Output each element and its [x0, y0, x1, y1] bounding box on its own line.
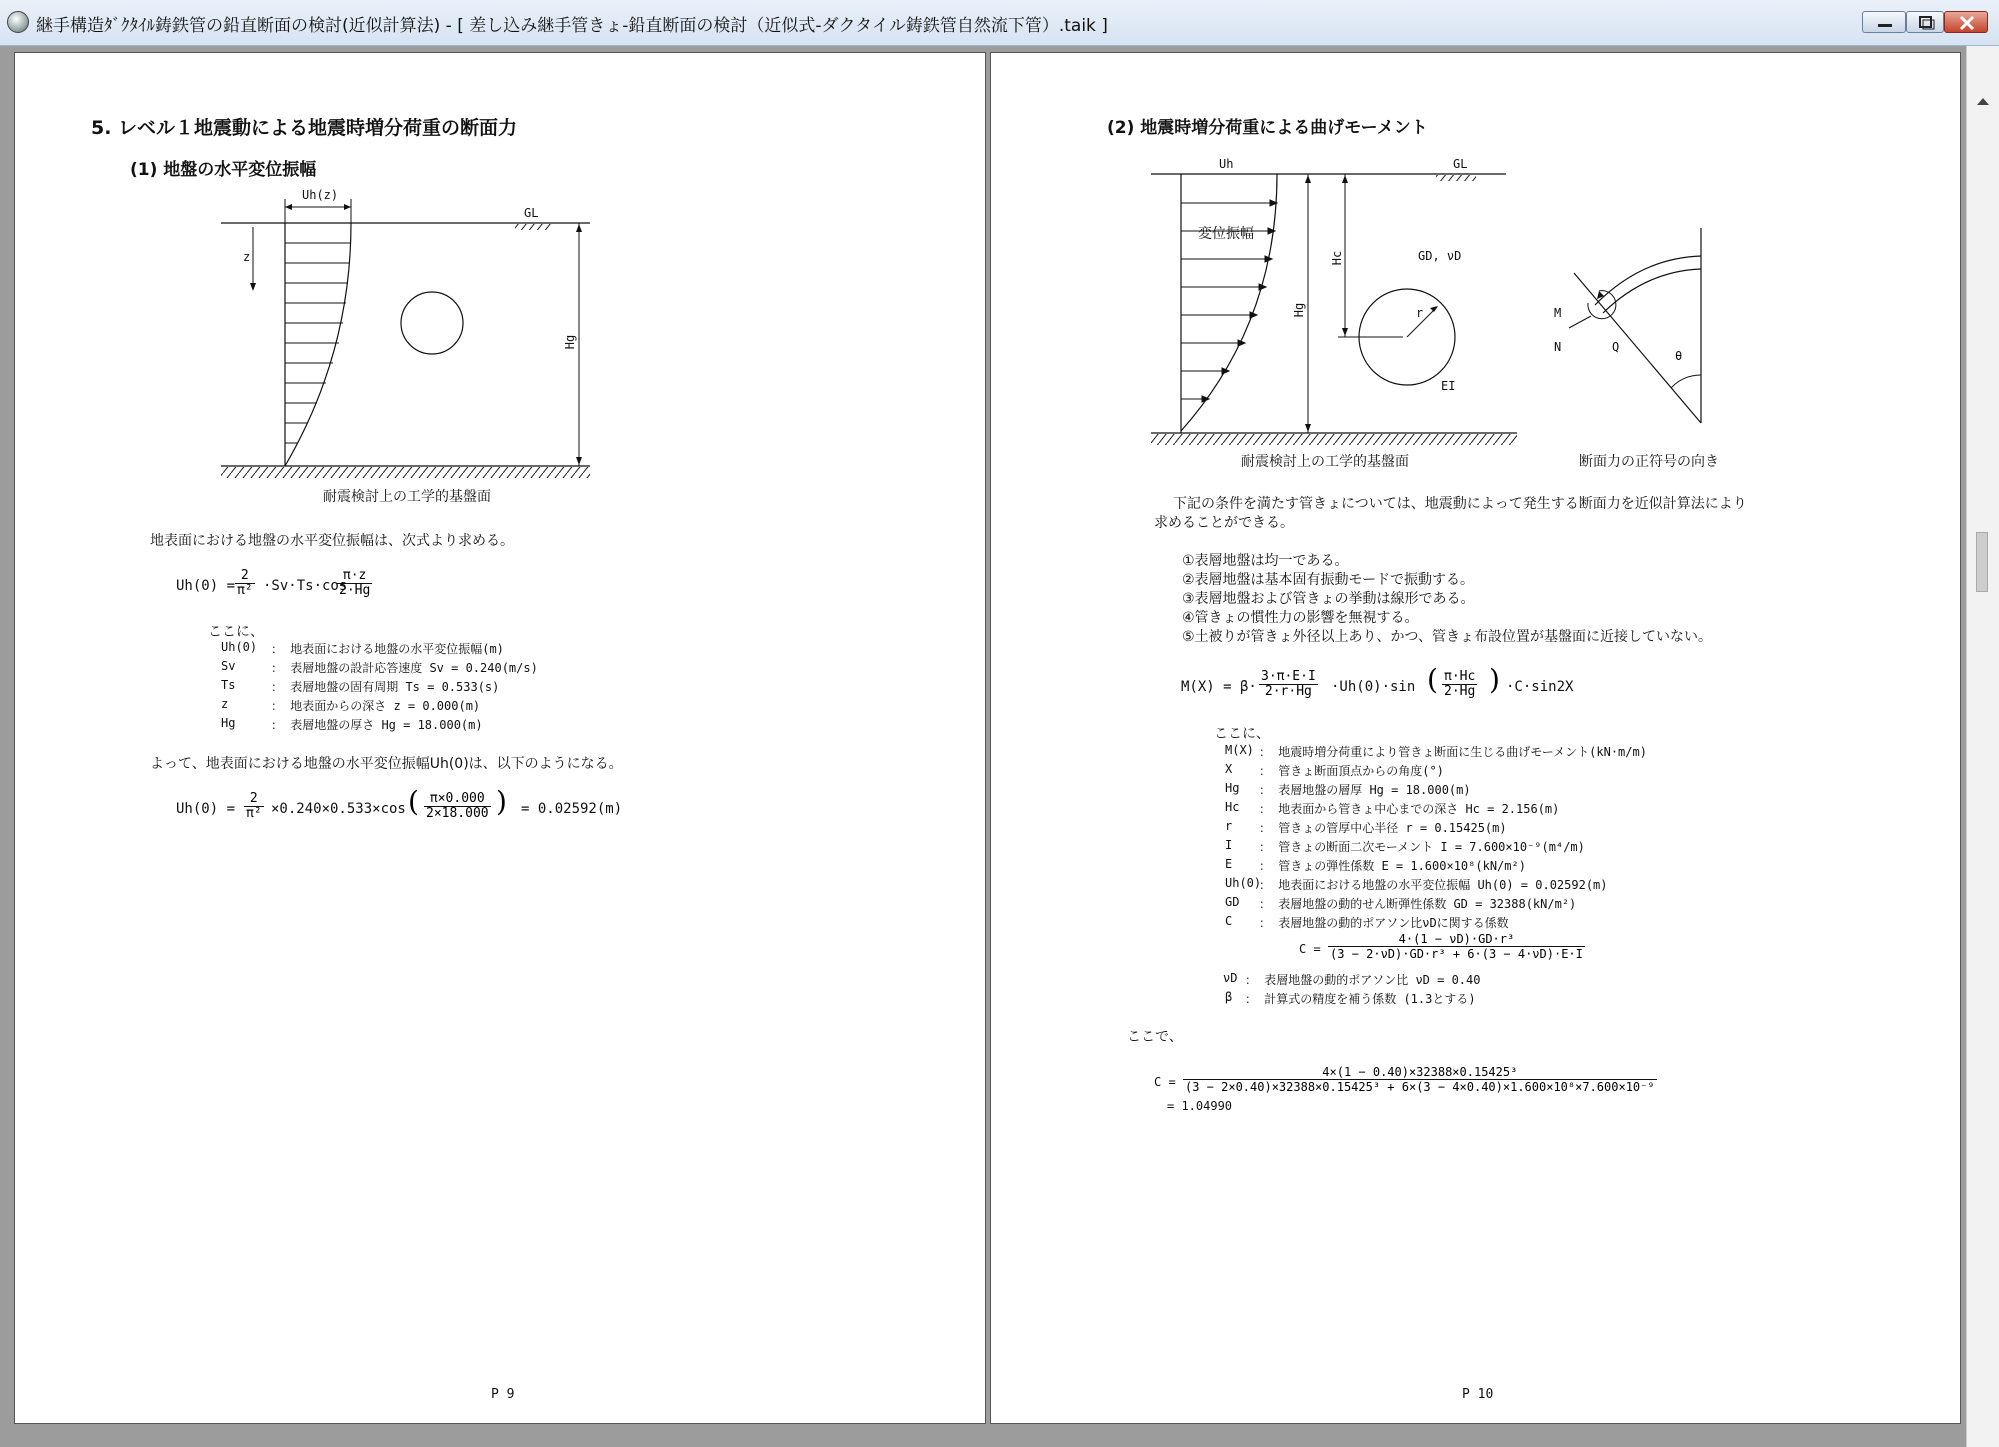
var-sym: Hc: [1225, 800, 1240, 814]
page-10: [990, 52, 1961, 1424]
condition-item: ③表層地盤および管きょの挙動は線形である。: [1182, 591, 1475, 607]
var-desc: ： 地表面から管きょ中心までの深さ Hc = 2.156(m): [1259, 802, 1560, 816]
var-desc: ： 管きょの管厚中心半径 r = 0.15425(m): [1259, 821, 1507, 835]
hg-label: Hg: [563, 334, 578, 350]
close-icon: [1945, 12, 1989, 34]
m-label: M: [1554, 306, 1562, 320]
var-desc: ： 地震時増分荷重により管きょ断面に生じる曲げモーメント(kN·m/m): [1259, 745, 1647, 759]
formula-m-lhs: M(X) = β·: [1181, 679, 1257, 695]
scroll-thumb[interactable]: [1976, 532, 1988, 592]
formula-c2-frac: 4×(1 − 0.40)×32388×0.15425³ (3 − 2×0.40)×32388×0.15425³ + 6×(3 − 4×0.40)×1.600×10⁸×7.600×10⁻⁹: [1185, 1065, 1655, 1094]
var-sym: Sv: [221, 659, 236, 673]
var-sym: I: [1225, 838, 1233, 852]
condition-item: ①表層地盤は均一である。: [1182, 553, 1349, 569]
condition-item: ②表層地盤は基本固有振動モードで振動する。: [1182, 572, 1474, 588]
maximize-button[interactable]: [1906, 11, 1944, 33]
formula-m-tail: ·C·sin2X: [1506, 679, 1574, 695]
n-label: N: [1554, 340, 1562, 354]
formula1-lhs: Uh(0) =: [176, 578, 236, 594]
displacement-figure: [15, 53, 986, 553]
paren-open: (: [1427, 663, 1438, 696]
var-sym: C: [1225, 914, 1233, 928]
formula-c-lhs: C =: [1299, 942, 1321, 956]
var-sym: r: [1225, 819, 1233, 833]
gl-label: GL: [1453, 157, 1468, 171]
var-desc: ： 管きょの断面二次モーメント I = 7.600×10⁻⁹(m⁴/m): [1259, 840, 1585, 854]
vertical-scrollbar[interactable]: [1966, 46, 1999, 1447]
var-sym: Hg: [221, 716, 236, 730]
where-label: ここに、: [1214, 726, 1270, 742]
therefore-text: よって、地表面における地盤の水平変位振幅Uh(0)は、以下のようになる。: [150, 756, 623, 772]
where-label: ここに、: [208, 624, 264, 640]
z-label: z: [243, 250, 251, 264]
formula1-frac2: $\frac{\pi\cdot z}{2\cdot Hg}$: [339, 568, 371, 598]
var-sym: X: [1225, 762, 1233, 776]
ei-label: EI: [1441, 379, 1456, 393]
var-desc: ： 地表面における地盤の水平変位振幅(m): [271, 642, 504, 656]
displacement-curve: [285, 223, 351, 466]
formula-m-frac2: $\frac{\pi\cdot Hc}{2\cdot Hg}$: [1444, 669, 1476, 699]
condition-item: ④管きょの慣性力の影響を無視する。: [1182, 610, 1419, 626]
formula2-result: = 0.02592(m): [521, 801, 623, 817]
paren-close: ): [1489, 663, 1500, 696]
var-sym: E: [1225, 857, 1233, 871]
uh-label: Uh: [1219, 157, 1234, 171]
formula1-frac1: $\frac{2}{\text{π²}}$: [237, 568, 253, 598]
page-number: P 10: [1462, 1387, 1494, 1402]
subsection-title: (1) 地盤の水平変位振幅: [130, 160, 317, 180]
disp-label: 変位振幅: [1198, 226, 1254, 242]
displacement-arrows: [285, 243, 350, 443]
displacement-curve: [1181, 174, 1277, 431]
formula-m-mid: ·Uh(0)·sin: [1331, 679, 1416, 695]
base-hatch: [221, 467, 590, 478]
title-bar: [0, 0, 1999, 46]
gl-label: GL: [524, 206, 539, 220]
var-sym: GD: [1225, 895, 1240, 909]
var-desc: ： 表層地盤の厚さ Hg = 18.000(m): [271, 718, 483, 732]
var-desc: ： 地表面からの深さ z = 0.000(m): [271, 699, 481, 713]
hg-label: Hg: [1292, 302, 1307, 318]
figure-caption: 耐震検討上の工学的基盤面: [323, 489, 491, 505]
formula2-mid: ×0.240×0.533×cos: [271, 801, 406, 817]
var-desc: ： 表層地盤の動的ポアソン比 νD = 0.40: [1245, 973, 1481, 987]
bending-figure: [991, 53, 1961, 473]
minimize-icon: [1863, 12, 1907, 34]
paren-open: (: [408, 785, 419, 818]
subsection-title: (2) 地震時増分荷重による曲げモーメント: [1107, 118, 1428, 138]
intro-text: 地表面における地盤の水平変位振幅は、次式より求める。: [150, 533, 514, 549]
theta-arc: [1671, 375, 1701, 388]
paren-close: ): [496, 785, 507, 818]
formula2-lhs: Uh(0) =: [176, 801, 236, 817]
var-sym: Uh(0): [1225, 876, 1262, 890]
restore-icon: [1907, 12, 1945, 34]
var-desc: ： 表層地盤の動的せん断弾性係数 GD = 32388(kN/m²): [1259, 897, 1577, 911]
var-sym: Uh(0): [221, 640, 258, 654]
hc-label: Hc: [1330, 250, 1345, 266]
var-desc: ： 表層地盤の層厚 Hg = 18.000(m): [1259, 783, 1471, 797]
formula2-frac2: $\frac{\pi\times 0.000}{2\times 18.000}$: [426, 791, 489, 821]
formula-c2-result: = 1.04990: [1167, 1099, 1233, 1113]
var-desc: ： 計算式の精度を補う係数 (1.3とする): [1245, 992, 1476, 1006]
var-desc: ： 表層地盤の動的ポアソン比νDに関する係数: [1259, 916, 1509, 930]
var-sym: M(X): [1225, 743, 1254, 757]
pipe-section: [401, 292, 463, 354]
app-icon[interactable]: [7, 11, 29, 33]
var-sym: Ts: [221, 678, 236, 692]
formula1-mid: ·Sv·Ts·cos: [263, 578, 348, 594]
var-desc: ： 管きょの弾性係数 E = 1.600×10⁸(kN/m²): [1259, 859, 1526, 873]
var-sym: β: [1225, 990, 1233, 1004]
window-title: 継手構造ﾀﾞｸﾀｲﾙ鋳鉄管の鉛直断面の検討(近似計算法) - [ 差し込み継手管きょ-鉛直断面の検討（近似式-ダクタイル鋳鉄管自然流下管）.taik ]: [36, 16, 1108, 36]
page-9: [14, 52, 986, 1424]
soil-label: GD, νD: [1418, 249, 1462, 263]
section-title: 5. レベル１地震動による地震時増分荷重の断面力: [91, 117, 518, 139]
formula2-frac1: $\frac{2}{\text{π²}}$: [246, 791, 262, 821]
scroll-up-arrow-icon[interactable]: [1977, 98, 1989, 105]
para-line1: 下記の条件を満たす管きょについては、地震動によって発生する断面力を近似計算法により: [1173, 496, 1747, 512]
var-sym: νD: [1223, 971, 1238, 985]
section-line: [1574, 273, 1701, 423]
figure2-caption: 断面力の正符号の向き: [1579, 454, 1719, 470]
pipe-wall-inner: [1603, 269, 1701, 313]
pipe-wall-outer: [1595, 256, 1701, 305]
theta-label: θ: [1675, 349, 1683, 363]
r-label: r: [1416, 306, 1424, 320]
minimize-button[interactable]: [1862, 11, 1906, 33]
formula-c-frac: $\frac{\text{4·(1 − νD)·GD·r³}}{\text{(3 − 2·νD)·GD·r³ + 6·(3 − 4·νD)·E·I}}$: [1330, 932, 1583, 961]
formula-m-frac1: $\frac{3\cdot\pi\cdot E\cdot I}{2\cdot r\cdot Hg}$: [1261, 669, 1316, 699]
close-button[interactable]: [1944, 11, 1988, 33]
var-desc: ： 地表面における地盤の水平変位振幅 Uh(0) = 0.02592(m): [1259, 878, 1608, 892]
base-hatch: [1151, 434, 1517, 445]
page-number: P 9: [491, 1387, 515, 1402]
q-label: Q: [1612, 340, 1620, 354]
figure1-caption: 耐震検討上の工学的基盤面: [1241, 454, 1409, 470]
var-sym: z: [221, 697, 229, 711]
uhz-label: Uh(z): [302, 188, 339, 202]
formula-c2-lhs: C =: [1154, 1075, 1176, 1089]
var-desc: ： 表層地盤の固有周期 Ts = 0.533(s): [271, 680, 500, 694]
here-label: ここで、: [1127, 1029, 1183, 1045]
condition-item: ⑤土被りが管きょ外径以上あり、かつ、管きょ布設位置が基盤面に近接していない。: [1182, 629, 1712, 645]
gl-hatch: [515, 224, 553, 230]
var-desc: ： 表層地盤の設計応答速度 Sv = 0.240(m/s): [271, 661, 538, 675]
gl-hatch: [1436, 175, 1476, 181]
var-sym: Hg: [1225, 781, 1240, 795]
var-desc: ： 管きょ断面頂点からの角度(°): [1259, 764, 1444, 778]
para-line2: 求めることができる。: [1154, 515, 1294, 531]
